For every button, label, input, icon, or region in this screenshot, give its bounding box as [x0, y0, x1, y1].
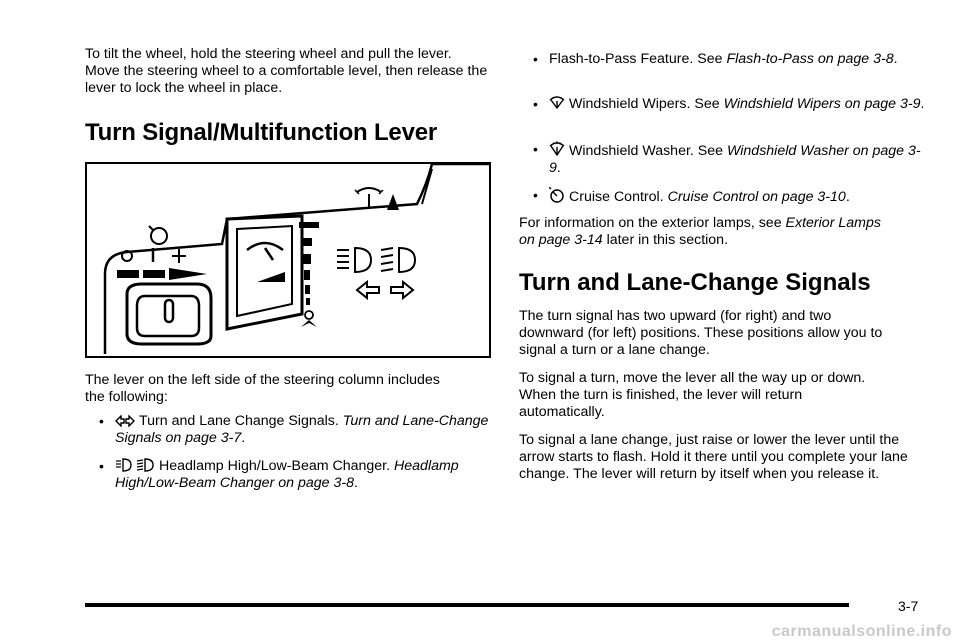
bullet-dot: • — [99, 413, 104, 429]
watermark-bar — [0, 623, 960, 640]
list-item: • Windshield Washer. See Windshield Washer on page 3-9. — [533, 141, 921, 176]
page-reference-link[interactable]: Headlamp High/Low-Beam Changer on page 3-8 — [115, 458, 459, 491]
page-reference-link[interactable]: Turn and Lane-Change Signals on page 3-7 — [115, 413, 489, 446]
list-item: • Turn and Lane Change Signals. Turn and Lane-Change Signals on page 3-7. — [99, 413, 489, 446]
list-item: • Cruise Control. Cruise Control on page 3-10. — [533, 187, 850, 205]
bullet-dot: • — [533, 51, 538, 67]
paragraph-signal-turn: To signal a turn, move the lever all the way up or down. When the turn is finished, the lever will return automatically. — [519, 370, 866, 420]
list-item: • Windshield Wipers. See Windshield Wipers on page 3-9. — [533, 96, 925, 112]
windshield-washer-icon — [549, 141, 565, 157]
section-heading-turn-signal: Turn Signal/Multifunction Lever — [85, 119, 438, 146]
section-heading-lane-change: Turn and Lane-Change Signals — [519, 269, 871, 296]
paragraph-lane-change: To signal a lane change, just raise or lower the lever until the arrow starts to flash. Hold it there until you complete your lane change. The lever will return by itself when you release it. — [519, 432, 908, 482]
footer-rule — [85, 603, 849, 607]
bullet-dot: • — [99, 458, 104, 474]
tilt-paragraph: To tilt the wheel, hold the steering wheel and pull the lever. Move the steering wheel to a comfortable level, then release the lever to lock the wheel in place. — [85, 46, 488, 96]
page-reference-link[interactable]: Windshield Washer on page 3-9 — [549, 143, 921, 176]
page-reference-link[interactable]: Windshield Wipers on page 3-9 — [723, 96, 921, 112]
turn-signal-arrows-icon — [115, 415, 135, 427]
headlamp-beam-icon — [115, 458, 155, 472]
cruise-control-icon — [549, 187, 565, 203]
exterior-lamps-paragraph: For information on the exterior lamps, see Exterior Lamps on page 3-14 later in this section. — [519, 215, 881, 248]
windshield-wiper-icon — [549, 96, 565, 110]
watermark-text: carmanualsonline.info — [771, 623, 952, 640]
page-reference-link[interactable]: Exterior Lamps on page 3-14 — [519, 215, 881, 248]
bullet-dot: • — [533, 187, 538, 203]
lever-drawing — [87, 164, 489, 356]
list-item: • Flash-to-Pass Feature. See Flash-to-Pass on page 3-8. — [533, 51, 898, 67]
multifunction-lever-illustration — [85, 162, 491, 358]
bullet-dot: • — [533, 96, 538, 112]
page-number: 3-7 — [898, 598, 919, 614]
page-reference-link[interactable]: Flash-to-Pass on page 3-8 — [726, 51, 894, 67]
paragraph-positions: The turn signal has two upward (for right) and two downward (for left) positions. These positions allow you to signal a turn or a lane change. — [519, 308, 883, 358]
lever-intro: The lever on the left side of the steering column includes the following: — [85, 372, 440, 405]
page-reference-link[interactable]: Cruise Control on page 3-10 — [667, 189, 846, 205]
bullet-dot: • — [533, 141, 538, 157]
list-item: • Headlamp High/Low-Beam Changer. Headlamp High/Low-Beam Changer on page 3-8. — [99, 458, 459, 491]
